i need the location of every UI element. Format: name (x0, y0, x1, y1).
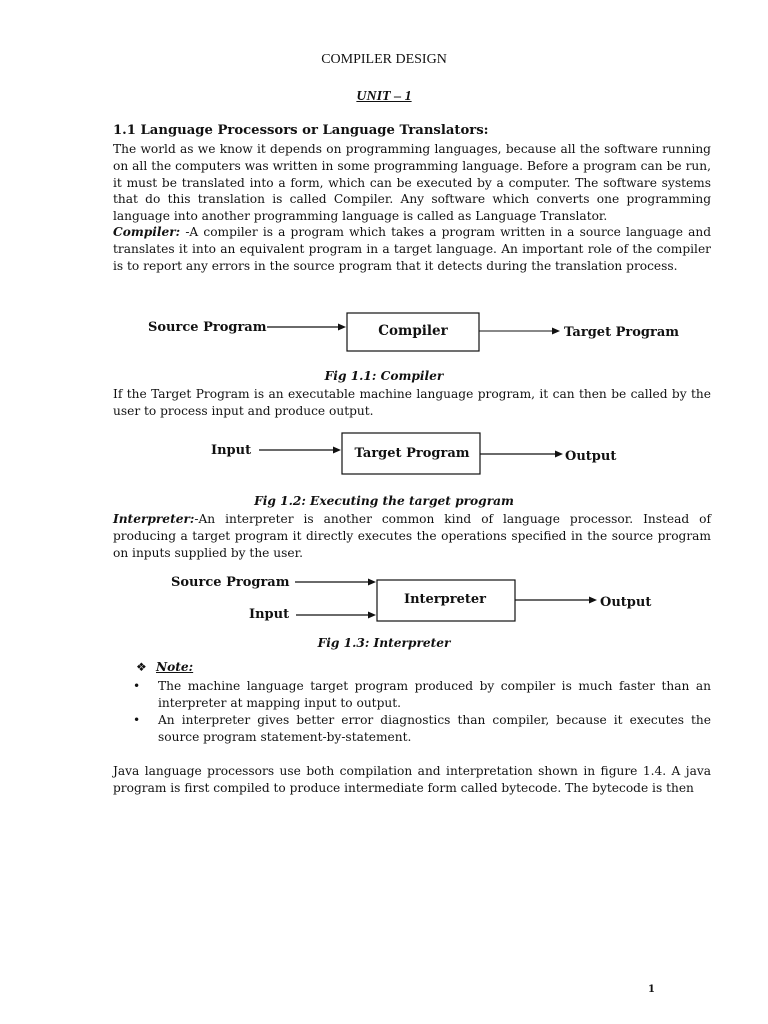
fig3-input-label: Input (249, 607, 290, 622)
fig2-target-box (342, 433, 480, 474)
fig3-box-label: Interpreter (404, 592, 486, 607)
fig2-arrowhead-out (555, 451, 563, 458)
fig3-interpreter-box (377, 580, 515, 621)
page-number: 1 (648, 984, 655, 995)
note-title: Note: (156, 660, 194, 674)
fig1-arrowhead-out (552, 328, 560, 335)
bullet-icon: • (133, 713, 141, 727)
fig3-arrowhead-input (368, 612, 376, 619)
note-text: An interpreter gives better error diagnostics than compiler, because it executes the source program statement-by-statement. (158, 713, 711, 744)
java-paragraph: Java language processors use both compilation and interpretation shown in figure 1.4. A java program is first compiled to produce intermediate form called bytecode. The bytecode is then (113, 764, 711, 795)
interpreter-paragraph (113, 511, 711, 561)
fig2-box-label: Target Program (354, 446, 470, 461)
intro-paragraph: The world as we know it depends on programming languages, because all the software running on all the computers was written in some programming language. Before a program can be run, it must be translated into a form, which can be executed by a computer. The software systems that do this translation is called Compiler. Any software which converts one programming language into another programming language is called as Language Translator. (113, 142, 711, 224)
after-fig1-paragraph: If the Target Program is an executable machine language program, it can then be called by the user to process input and produce output. (113, 387, 711, 418)
fig2-output-label: Output (565, 449, 617, 464)
fig3-output-label: Output (600, 595, 652, 610)
fig3-arrowhead-source (368, 579, 376, 586)
compiler-term: Compiler: (113, 225, 181, 239)
fig2-input-label: Input (211, 443, 252, 458)
fig2-arrowhead-in (333, 447, 341, 454)
fig3-arrowhead-out (589, 597, 597, 604)
fig2-caption: Fig 1.2: Executing the target program (254, 494, 514, 508)
section-heading: 1.1 Language Processors or Language Translators: (113, 123, 489, 138)
bullet-icon: • (133, 679, 141, 693)
compiler-definition: -A compiler is a program which takes a program written in a source language and translates it into an equivalent program in a target language. An important role of the compiler is to report any errors in the source program that it detects during the translation process. (113, 225, 711, 273)
fig1-target-label: Target Program (564, 325, 680, 340)
fig3-source-label: Source Program (171, 575, 290, 590)
note-item (133, 712, 711, 746)
note-heading (136, 660, 193, 674)
fig1-source-label: Source Program (148, 320, 267, 335)
diamond-bullet-icon: ❖ (136, 660, 147, 674)
interpreter-definition: -An interpreter is another common kind of language processor. Instead of producing a target program it directly executes the operations specified in the source program on inputs supplied by the user. (113, 512, 711, 560)
fig1-compiler-box (347, 313, 479, 351)
fig3-caption: Fig 1.3: Interpreter (317, 636, 451, 650)
document-header: COMPILER DESIGN (321, 52, 447, 67)
compiler-paragraph (113, 224, 711, 274)
note-text: The machine language target program produced by compiler is much faster than an interpreter at mapping input to output. (158, 679, 711, 710)
interpreter-term: Interpreter: (113, 512, 195, 526)
fig1-box-label: Compiler (378, 323, 448, 339)
fig1-arrowhead-in (338, 324, 346, 331)
note-item (133, 678, 711, 712)
fig1-caption: Fig 1.1: Compiler (324, 369, 444, 383)
unit-title: UNIT – 1 (356, 89, 412, 104)
